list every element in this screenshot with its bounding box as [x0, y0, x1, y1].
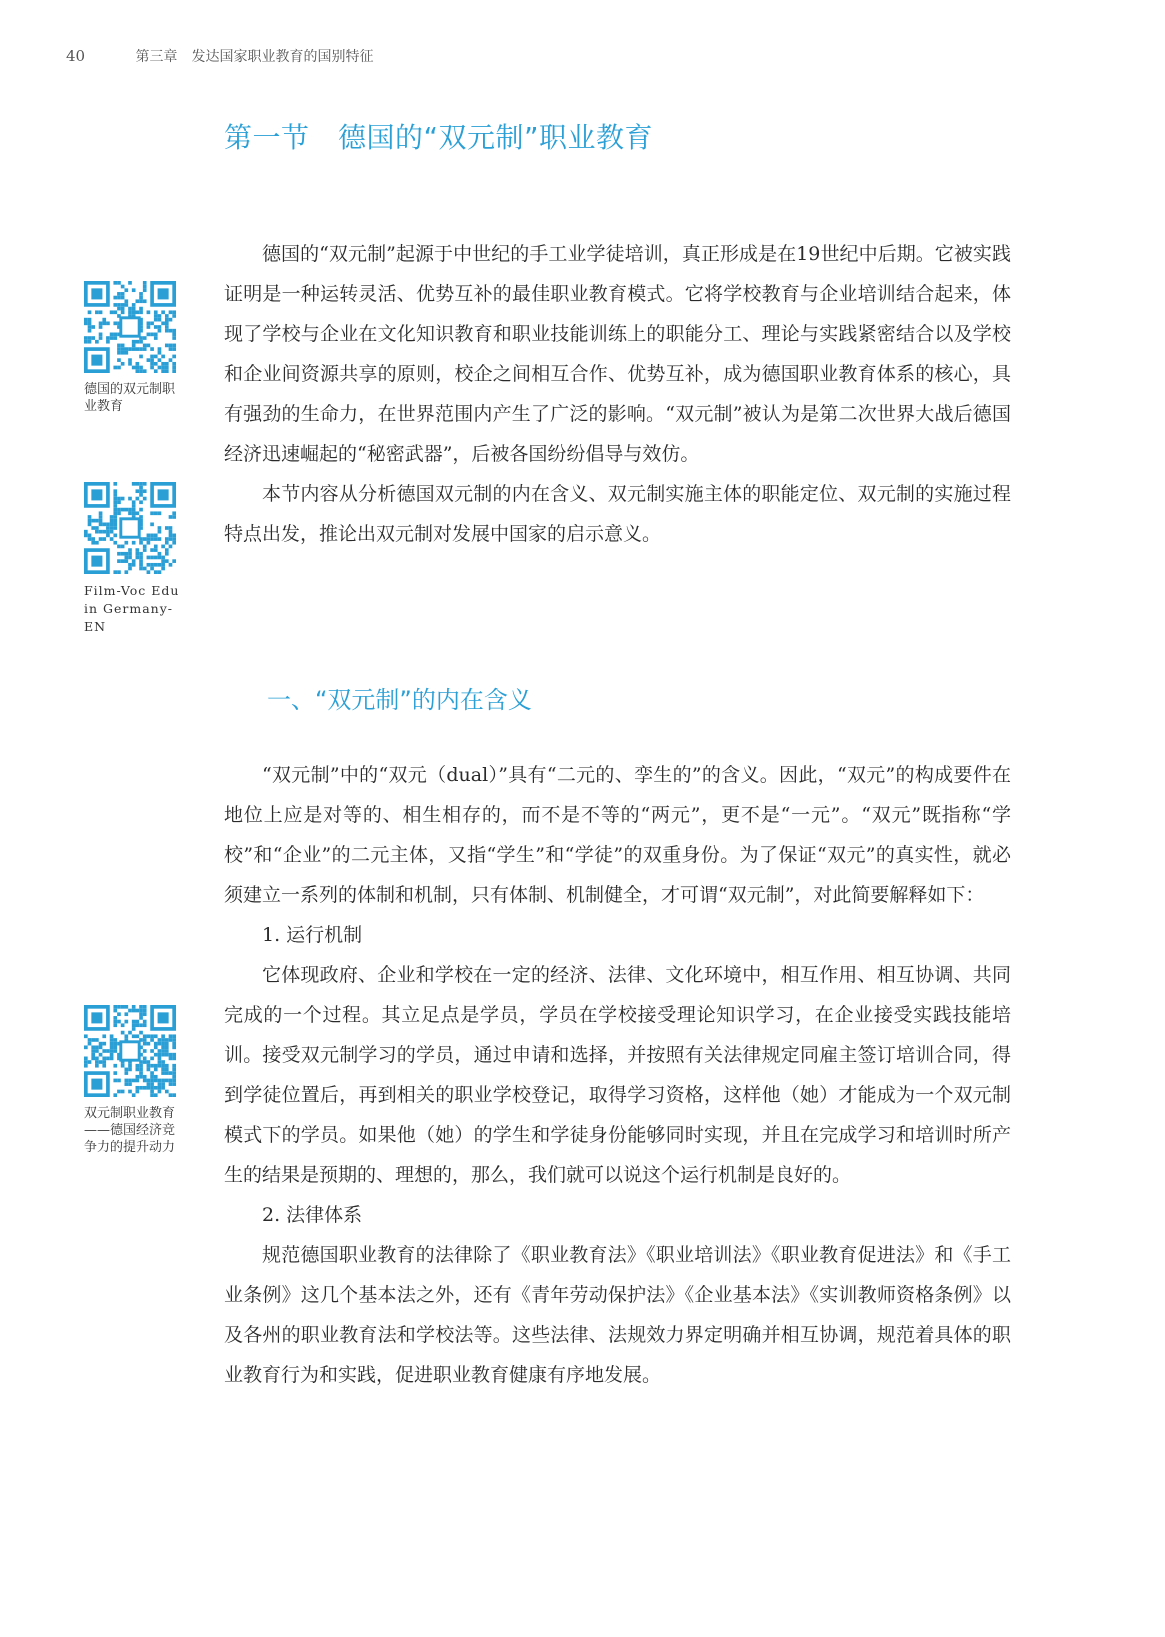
qr-caption: 德国的双元制职业教育	[84, 382, 176, 414]
subsection-title: 一、“双元制”的内在含义	[267, 686, 532, 714]
running-head	[66, 46, 374, 66]
page-number: 40	[66, 47, 86, 65]
subsection-body	[224, 755, 1011, 1395]
body-paragraph: “双元制”中的“双元（dual）”具有“二元的、孪生的”的含义。因此，“双元”的构成要件在地位上应是对等的、相生相存的，而不是不等的“两元”，更不是“一元”。“双元”既指称“学校”和“企业”的二元主体，又指“学生”和“学徒”的双重身份。为了保证“双元”的真实性，就必须建立一系列的体制和机制，只有体制、机制健全，才可谓“双元制”，对此简要解释如下：	[224, 764, 1011, 906]
qr-code-icon[interactable]	[84, 281, 176, 373]
qr-code-icon[interactable]	[84, 482, 176, 574]
section-title: 第一节 德国的“双元制”职业教育	[224, 121, 654, 154]
side-note-qr-1[interactable]	[84, 281, 182, 415]
side-note-qr-2[interactable]	[84, 482, 182, 636]
intro-paragraph: 本节内容从分析德国双元制的内在含义、双元制实施主体的职能定位、双元制的实施过程特点出发，推论出双元制对发展中国家的启示意义。	[224, 483, 1011, 545]
item-heading-mechanism: 1. 运行机制	[262, 924, 363, 946]
body-paragraph: 规范德国职业教育的法律除了《职业教育法》《职业培训法》《职业教育促进法》和《手工业条例》这几个基本法之外，还有《青年劳动保护法》《企业基本法》《实训教师资格条例》以及各州的职业教育法和学校法等。这些法律、法规效力界定明确并相互协调，规范着具体的职业教育行为和实践，促进职业教育健康有序地发展。	[224, 1244, 1011, 1386]
intro-text	[224, 234, 1011, 554]
item-heading-law: 2. 法律体系	[262, 1204, 363, 1226]
qr-code-icon[interactable]	[84, 1005, 176, 1097]
body-paragraph: 它体现政府、企业和学校在一定的经济、法律、文化环境中，相互作用、相互协调、共同完成的一个过程。其立足点是学员，学员在学校接受理论知识学习，在企业接受实践技能培训。接受双元制学习的学员，通过申请和选择，并按照有关法律规定同雇主签订培训合同，得到学徒位置后，再到相关的职业学校登记，取得学习资格，这样他（她）才能成为一个双元制模式下的学员。如果他（她）的学生和学徒身份能够同时实现，并且在完成学习和培训时所产生的结果是预期的、理想的，那么，我们就可以说这个运行机制是良好的。	[224, 964, 1011, 1186]
qr-caption: Film-Voc Edu in Germany-EN	[84, 583, 180, 634]
intro-paragraph: 德国的“双元制”起源于中世纪的手工业学徒培训，真正形成是在19世纪中后期。它被实践证明是一种运转灵活、优势互补的最佳职业教育模式。它将学校教育与企业培训结合起来，体现了学校与企业在文化知识教育和职业技能训练上的职能分工、理论与实践紧密结合以及学校和企业间资源共享的原则，校企之间相互合作、优势互补，成为德国职业教育体系的核心，具有强劲的生命力，在世界范围内产生了广泛的影响。“双元制”被认为是第二次世界大战后德国经济迅速崛起的“秘密武器”，后被各国纷纷倡导与效仿。	[224, 243, 1011, 465]
qr-caption: 双元制职业教育——德国经济竞争力的提升动力	[84, 1106, 176, 1155]
side-note-qr-3[interactable]	[84, 1005, 182, 1156]
chapter-title: 第三章 发达国家职业教育的国别特征	[135, 49, 374, 65]
